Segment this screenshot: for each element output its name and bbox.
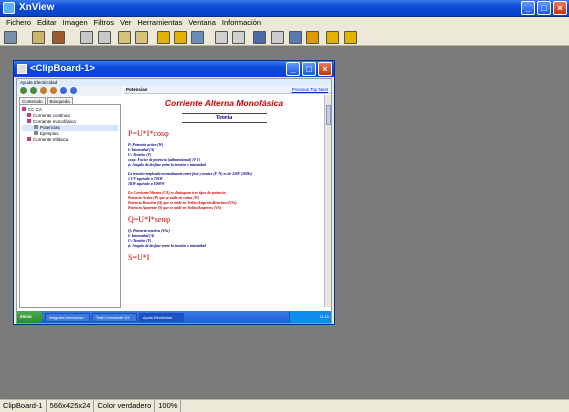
voltage-notes: La tensión empleada normalmente entre fase y neutro (F-N) es de 230V (50Hz) 1 CV equivale a 736W 1KW equivale a 1000W — [128, 172, 252, 186]
doc-scrollbar — [324, 95, 331, 307]
slideshow-icon[interactable] — [215, 31, 228, 44]
title-bar — [0, 0, 569, 17]
power-types: En Corriente Alterna (CA) se distinguen tres tipos de potencia: Potencia Activa (P) que se mide en vatios (W) Potencia Reactiva (Q) que se mide en VoltiosAmperiosReactivos(VAr) Potencia Aparente (S) que se mide en VoltiosAmperios (VA) — [128, 191, 237, 210]
forward-icon — [70, 87, 77, 94]
image-icon — [17, 64, 27, 74]
open-icon[interactable] — [32, 31, 45, 44]
tab-contenido: Contenido — [19, 97, 46, 106]
xnview-icon — [3, 2, 15, 14]
zoom-out-icon[interactable] — [135, 31, 148, 44]
book-icon — [27, 137, 31, 141]
tree-item: Corriente continua — [22, 113, 118, 119]
tab-busqueda: Búsqueda — [47, 97, 73, 106]
fullscreen-icon[interactable] — [191, 31, 204, 44]
hide-icon — [20, 87, 27, 94]
help-window-title: Ayuda Electricidad — [17, 79, 331, 86]
maximize-button[interactable]: □ — [537, 1, 551, 15]
convert-icon[interactable] — [289, 31, 302, 44]
book-icon — [22, 107, 26, 111]
print-preview-icon[interactable] — [80, 31, 93, 44]
formula-s: S=U*I — [128, 253, 150, 262]
menu-bar — [0, 17, 569, 29]
menu-imagen[interactable]: Imagen — [62, 18, 88, 27]
status-color-mode: Color verdadero — [94, 400, 155, 412]
page-icon — [34, 131, 38, 135]
multipage-icon[interactable] — [306, 31, 319, 44]
menu-ver[interactable]: Ver — [120, 18, 132, 27]
menu-editar[interactable]: Editar — [37, 18, 57, 27]
status-bar — [0, 399, 569, 412]
doc-subtitle: Teoría — [182, 113, 267, 123]
doc-nav-links: Previous Top Next — [291, 87, 328, 92]
start-button: Inicio — [17, 311, 43, 323]
minimize-button[interactable]: _ — [521, 1, 535, 15]
toolbar — [0, 29, 569, 46]
tree-item: Ejemplos — [22, 131, 118, 137]
legend-q: Q: Potencia reactiva (VAr) I: Intensidad (A) U: Tensión (V) φ: Angulo de desfase entre la tensión e intensidad — [128, 229, 206, 248]
child-minimize-button[interactable]: _ — [286, 62, 300, 76]
tree-item: Potencias — [22, 125, 118, 131]
print-icon — [50, 87, 57, 94]
menu-fichero[interactable]: Fichero — [6, 18, 32, 27]
doc-title: Corriente Alterna Monofásica — [164, 98, 284, 108]
taskbar-item: Imágenes Información — [45, 313, 90, 322]
doc-content — [124, 95, 324, 307]
child-window-title: <ClipBoard-1> — [30, 63, 95, 74]
taskbar-item: Total Commander 6.5 — [92, 313, 137, 322]
menu-informacion[interactable]: Información — [221, 18, 262, 27]
legend-p: P: Potencia activa (W) I: Intensidad (A) U: Tensión (V) cosφ: Factor de potencia (adimensional) [0-1] φ: Angulo de desfase entre la tensión e intensidad — [128, 143, 206, 167]
child-title-bar[interactable] — [14, 61, 334, 77]
system-tray: 11:21 — [289, 311, 331, 323]
browser-icon[interactable] — [4, 31, 17, 44]
taskbar-item: Ayuda Electricidad — [139, 313, 184, 322]
next-icon[interactable] — [174, 31, 187, 44]
status-zoom: 100% — [155, 400, 181, 412]
clipboard-image — [16, 78, 332, 324]
formula-q: Q=U*I*senφ — [128, 215, 171, 224]
capture-icon[interactable] — [253, 31, 266, 44]
scanner-icon[interactable] — [271, 31, 284, 44]
tree-item: Corriente monofásica — [22, 119, 118, 125]
options-icon — [60, 87, 67, 94]
menu-herramientas[interactable]: Herramientas — [137, 18, 183, 27]
print-icon[interactable] — [98, 31, 111, 44]
home-icon — [40, 87, 47, 94]
help-icon[interactable] — [344, 31, 357, 44]
book-icon — [27, 119, 31, 123]
menu-ventana[interactable]: Ventana — [188, 18, 216, 27]
help-toolbar — [17, 86, 122, 96]
back-icon — [30, 87, 37, 94]
status-filename: ClipBoard-1 — [0, 400, 47, 412]
page-icon — [34, 125, 38, 129]
window-title: XnView — [19, 2, 55, 13]
formula-p: P=U*I*cosφ — [128, 129, 169, 138]
close-button[interactable]: × — [553, 1, 567, 15]
xp-taskbar — [17, 311, 331, 323]
child-maximize-button[interactable]: □ — [302, 62, 316, 76]
book-icon — [27, 113, 31, 117]
properties-icon[interactable] — [232, 31, 245, 44]
status-dimensions: 566x425x24 — [47, 400, 95, 412]
menu-filtros[interactable]: Filtros — [93, 18, 115, 27]
doc-header: Potencias Previous Top Next — [124, 86, 331, 94]
clipboard-window[interactable] — [13, 60, 335, 325]
save-icon[interactable] — [52, 31, 65, 44]
zoom-in-icon[interactable] — [118, 31, 131, 44]
child-close-button[interactable]: × — [318, 62, 332, 76]
tree-item: CC CA — [22, 107, 118, 113]
previous-icon[interactable] — [157, 31, 170, 44]
help-tree — [19, 104, 121, 308]
tree-item: Corriente trifásica — [22, 137, 118, 143]
settings-icon[interactable] — [326, 31, 339, 44]
mdi-workspace — [2, 48, 567, 398]
